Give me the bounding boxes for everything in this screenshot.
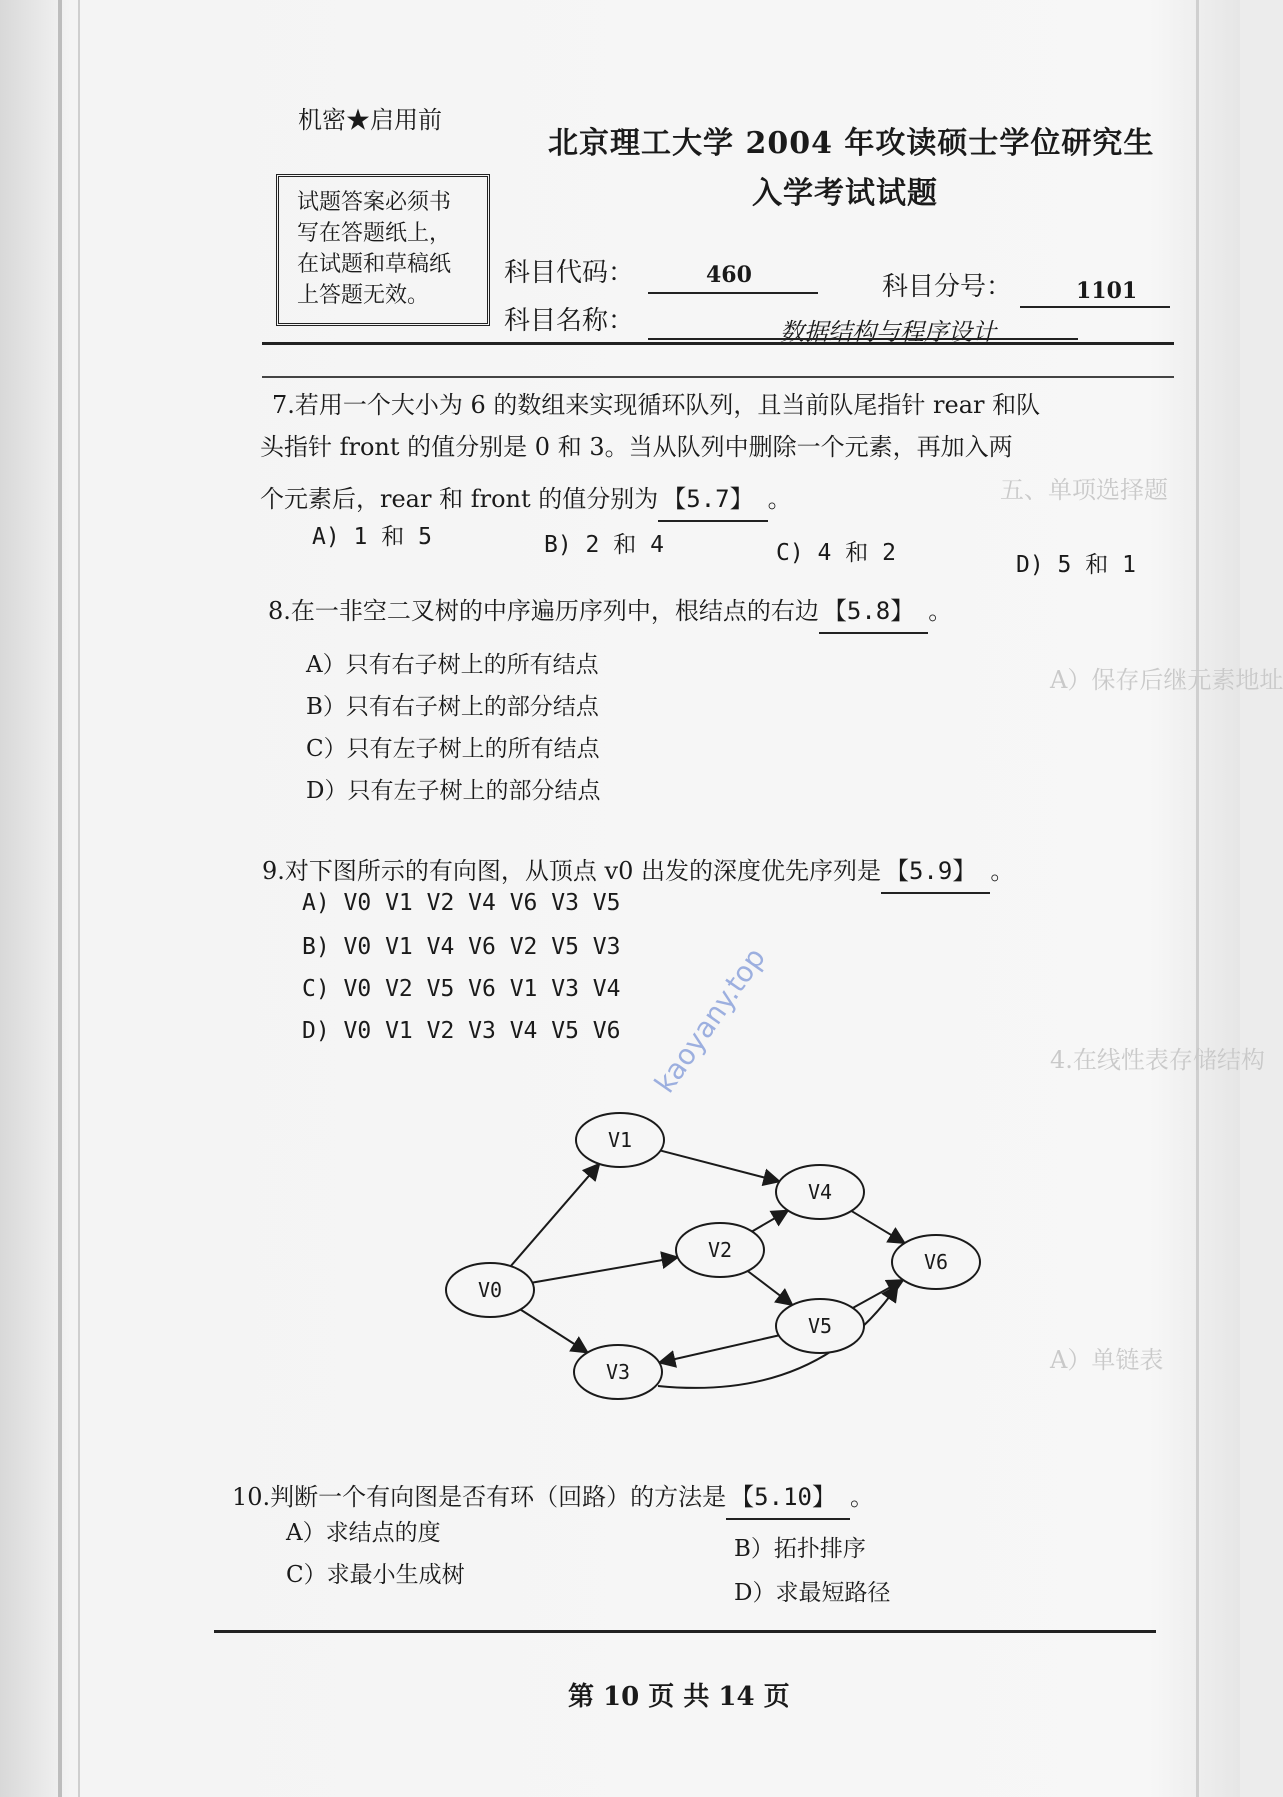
subject-name-label: 科目名称： xyxy=(504,306,635,336)
option-a: A）只有右子树上的所有结点 xyxy=(306,652,599,678)
option-b: B）只有右子树上的部分结点 xyxy=(306,694,599,720)
question-8-line xyxy=(268,590,952,634)
node-label: V1 xyxy=(607,1128,633,1152)
subject-score-label: 科目分号： xyxy=(882,272,1013,302)
exam-subtitle: 入学考试试题 xyxy=(752,176,938,211)
question-end: 。 xyxy=(849,1483,874,1511)
option-d: D）求最短路径 xyxy=(734,1580,891,1606)
node-label: V3 xyxy=(605,1360,631,1384)
option-a: A) 1 和 5 xyxy=(312,524,432,550)
option-d: D) 5 和 1 xyxy=(1016,552,1136,578)
exam-title: 北京理工大学 2004 年攻读硕士学位研究生 xyxy=(548,126,1155,161)
question-7-line xyxy=(260,478,792,522)
option-c: C）求最小生成树 xyxy=(286,1562,465,1588)
node-v3 xyxy=(574,1345,662,1399)
subject-code-underline xyxy=(648,292,818,294)
question-10-text: 10.判断一个有向图是否有环（回路）的方法是 xyxy=(232,1483,727,1511)
option-b: B) 2 和 4 xyxy=(544,532,664,558)
option-c: C）只有左子树上的所有结点 xyxy=(306,736,600,762)
edge-v1-v4 xyxy=(661,1151,780,1182)
question-8-text: 8.在一非空二叉树的中序遍历序列中，根结点的右边 xyxy=(268,597,819,625)
header-divider xyxy=(262,342,1174,345)
option-d: D）只有左子树上的部分结点 xyxy=(306,778,601,804)
question-9-text: 9.对下图所示的有向图，从顶点 v0 出发的深度优先序列是 xyxy=(262,857,881,885)
bleed-through-text: 五、单项选择题 xyxy=(1000,476,1168,504)
subject-code-value: 460 xyxy=(706,262,752,288)
edge-v0-v3 xyxy=(520,1309,587,1352)
edge-v0-v1 xyxy=(511,1164,600,1266)
edge-v4-v6 xyxy=(851,1211,904,1243)
node-label: V0 xyxy=(477,1278,503,1302)
question-end: 。 xyxy=(767,485,792,513)
node-label: V2 xyxy=(707,1238,733,1262)
answer-blank: 【5.7】 xyxy=(658,478,767,522)
option-a: A) V0 V1 V2 V4 V6 V3 V5 xyxy=(302,890,621,916)
answer-blank: 【5.10】 xyxy=(726,1476,850,1520)
option-c: C) V0 V2 V5 V6 V1 V3 V4 xyxy=(302,976,621,1002)
edge-v0-v2 xyxy=(532,1257,677,1282)
node-v4 xyxy=(776,1165,864,1219)
edge-v2-v4 xyxy=(752,1211,788,1232)
subject-name-value: 数据结构与程序设计 xyxy=(780,318,996,346)
edge-v2-v5 xyxy=(748,1271,793,1305)
answer-blank: 【5.9】 xyxy=(881,850,990,894)
subject-score-value: 1101 xyxy=(1076,278,1138,304)
notice-line: 上答题无效。 xyxy=(297,283,430,308)
edge-v5-v3 xyxy=(659,1335,778,1362)
subject-code-label: 科目代码： xyxy=(504,258,635,288)
question-7-text: 个元素后，rear 和 front 的值分别为 xyxy=(260,485,659,513)
option-c: C) 4 和 2 xyxy=(776,540,896,566)
header-divider xyxy=(262,376,1174,378)
notice-line: 试题答案必须书 xyxy=(297,190,452,215)
notice-line: 在试题和草稿纸 xyxy=(297,252,452,277)
node-label: V4 xyxy=(807,1180,833,1204)
node-v2 xyxy=(676,1223,764,1277)
watermark: kaoyany.top xyxy=(648,941,772,1099)
question-end: 。 xyxy=(928,597,953,625)
option-a: A）求结点的度 xyxy=(286,1520,441,1546)
question-9-line xyxy=(262,850,1014,894)
option-d: D) V0 V1 V2 V3 V4 V5 V6 xyxy=(302,1018,621,1044)
directed-graph xyxy=(430,1100,1010,1430)
question-7-line: 头指针 front 的值分别是 0 和 3。当从队列中删除一个元素，再加入两 xyxy=(260,433,1013,461)
notice-box xyxy=(276,174,490,326)
node-label: V6 xyxy=(923,1250,949,1274)
edge-v5-v6 xyxy=(853,1280,904,1308)
scan-edge xyxy=(58,0,62,1797)
node-v1 xyxy=(576,1113,664,1167)
node-label: V5 xyxy=(807,1314,833,1338)
option-b: B) V0 V1 V4 V6 V2 V5 V3 xyxy=(302,934,621,960)
scan-edge xyxy=(78,0,80,1797)
node-v0 xyxy=(446,1263,534,1317)
graph-nodes xyxy=(446,1113,980,1399)
subject-name-underline xyxy=(648,338,1078,340)
page-number: 第 10 页 共 14 页 xyxy=(568,1682,790,1712)
notice-line: 写在答题纸上， xyxy=(297,221,452,246)
footer-divider xyxy=(214,1630,1156,1633)
node-v5 xyxy=(776,1299,864,1353)
confidential-mark: 机密★启用前 xyxy=(298,106,442,134)
answer-blank: 【5.8】 xyxy=(819,590,928,634)
node-v6 xyxy=(892,1235,980,1289)
bleed-through-text: 4.在线性表存储结构 xyxy=(1050,1046,1265,1074)
option-b: B）拓扑排序 xyxy=(734,1536,866,1562)
question-end: 。 xyxy=(990,857,1015,885)
bleed-through-text: A）保存后继元素地址 xyxy=(1050,666,1283,694)
subject-score-underline xyxy=(1020,306,1170,308)
question-7-line: 7.若用一个大小为 6 的数组来实现循环队列，且当前队尾指针 rear 和队 xyxy=(272,391,1041,419)
bleed-through-text: A）单链表 xyxy=(1050,1346,1164,1374)
scan-edge xyxy=(1196,0,1199,1797)
